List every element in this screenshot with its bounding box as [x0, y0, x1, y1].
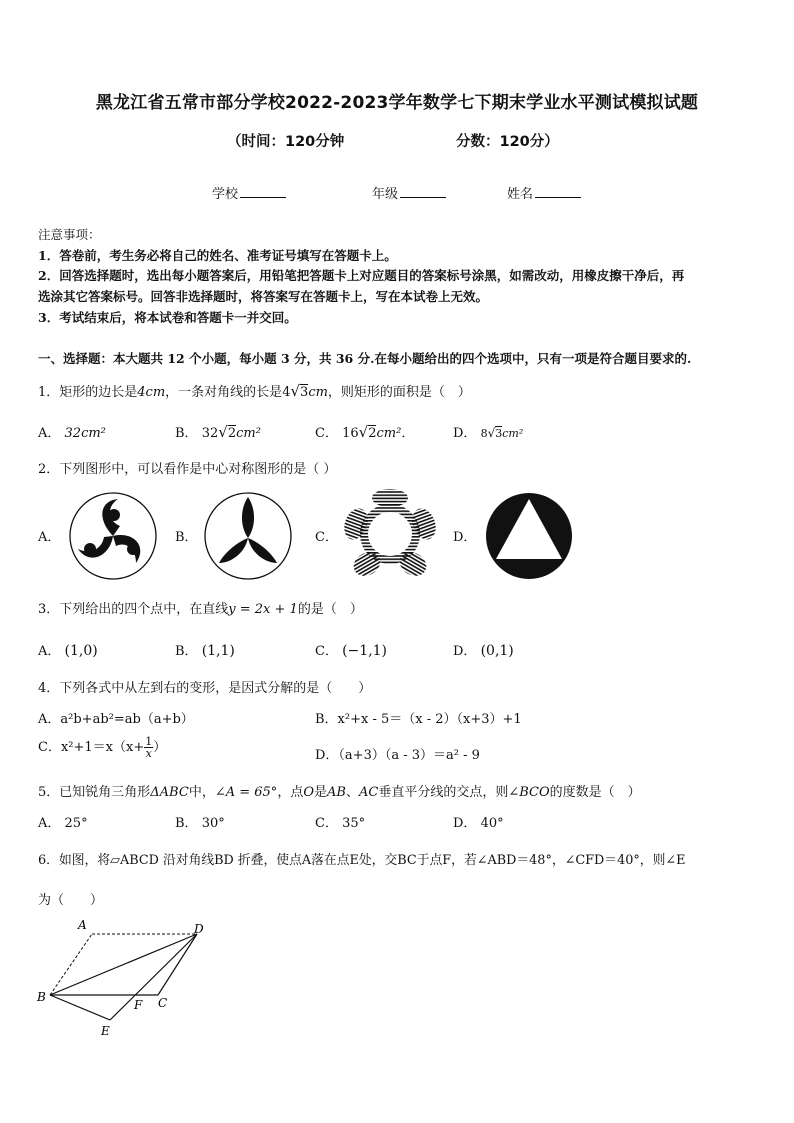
q2-option-b-label: B． [175, 530, 198, 545]
option-value: 40° [480, 816, 504, 831]
grade-field [372, 183, 446, 202]
name-blank [535, 185, 581, 198]
q2-option-d-label: D． [453, 530, 477, 545]
option-value: 8 [480, 427, 488, 440]
question-4-stem: 4．下列各式中从左到右的变形，是因式分解的是（ ） [38, 681, 372, 696]
option-value: 35° [342, 816, 366, 831]
sqrt-icon: √ [290, 382, 301, 400]
point-label-a: A [78, 918, 87, 932]
q1-diag-unit: cm [308, 385, 328, 400]
segment-be [50, 995, 110, 1020]
point-label-b: B [37, 990, 46, 1004]
notice-item-3: 3．考试结束后，将本试卷和答题卡一并交回。 [38, 310, 297, 325]
q5-text: 垂直平分线的交点，则 [378, 785, 509, 800]
option-radicand: 3 [495, 427, 503, 440]
fraction-numerator: 1 [145, 735, 153, 748]
q3-option-b[interactable] [175, 640, 235, 659]
option-letter: B． [175, 816, 198, 831]
option-value: (1,1) [201, 643, 235, 659]
q1-side-length: 4cm [137, 385, 166, 400]
notice-item-2-cont: 选涂其它答案标号。回答非选择题时，将答案写在答题卡上，写在本试卷上无效。 [38, 289, 489, 304]
option-text-end: ） [153, 740, 167, 755]
grade-blank [400, 185, 446, 198]
q1-diag-radicand: 3 [300, 385, 309, 400]
exam-time: （时间：120分钟 [227, 134, 345, 150]
q5-option-b[interactable] [175, 812, 225, 831]
option-value: (1,0) [64, 643, 98, 659]
fraction-denominator: x [145, 747, 152, 760]
q5-text: 5．已知锐角三角形 [38, 785, 151, 800]
q2-option-a-figure[interactable] [68, 491, 158, 581]
option-value: (0,1) [480, 643, 514, 659]
option-value: 32 [201, 426, 219, 441]
question-6-stem-cont: 为（ ） [38, 893, 104, 908]
q5-segment-ac: AC [358, 785, 379, 800]
option-letter: A． [38, 426, 61, 441]
option-letter: C． [315, 426, 338, 441]
q1-diag-coef: 4 [282, 385, 291, 400]
option-letter: B． [175, 426, 198, 441]
notice-item-2: 2．回答选择题时，选出每小题答案后，用铅笔把答题卡上对应题目的答案标号涂黑，如需改动，用橡皮擦干净后，再 [38, 268, 685, 283]
option-letter: C． [315, 644, 338, 659]
q4-option-c[interactable] [38, 736, 166, 759]
q2-option-d-figure[interactable] [484, 491, 574, 581]
exam-title: 黑龙江省五常市部分学校2022-2023学年数学七下期末学业水平测试模拟试题 [95, 93, 699, 113]
q5-angle-bco: ∠BCO [508, 785, 550, 800]
q5-option-a[interactable] [38, 812, 88, 831]
q2-option-c-label: C． [315, 530, 338, 545]
option-letter: A． [38, 644, 61, 659]
option-radicand: 2 [227, 426, 237, 441]
q1-option-b[interactable] [175, 422, 261, 441]
grade-label: 年级 [372, 187, 399, 202]
q4-option-a[interactable]: A．a²b+ab²=ab（a+b） [38, 712, 194, 727]
option-letter: D． [453, 644, 477, 659]
q5-text: 的度数是（ ） [549, 785, 641, 800]
section-heading: 一、选择题：本大题共 12 个小题，每小题 3 分，共 36 分.在每小题给出的四个选项中，只有一项是符合题目要求的. [38, 351, 692, 366]
option-text: C．x²+1＝x（x+ [38, 740, 145, 755]
q2-option-b-figure[interactable] [203, 491, 293, 581]
name-label: 姓名 [507, 187, 534, 202]
sqrt-icon: √ [358, 423, 369, 441]
option-value: (−1,1) [342, 643, 388, 659]
q4-option-d[interactable]: D．（a+3）（a - 3）＝a² - 9 [315, 748, 480, 763]
school-label: 学校 [212, 187, 239, 202]
option-letter: D． [453, 816, 477, 831]
q3-option-d[interactable] [453, 640, 514, 659]
q1-text-mid: ，一条对角线的长是 [165, 385, 283, 400]
question-2-stem: 2．下列图形中，可以看作是中心对称图形的是（ ） [38, 462, 337, 477]
question-3-stem [38, 598, 363, 617]
name-field [507, 183, 581, 202]
q3-option-c[interactable] [315, 640, 387, 659]
q5-angle: ∠A = 65° [214, 785, 278, 800]
q1-text-post: ，则矩形的面积是（ ） [327, 385, 471, 400]
option-letter: D． [453, 426, 477, 441]
point-label-e: E [101, 1024, 110, 1038]
q5-option-c[interactable] [315, 812, 365, 831]
q1-text-pre: 1．矩形的边长是 [38, 385, 138, 400]
q2-option-c-figure[interactable] [342, 488, 438, 578]
option-letter: B． [175, 644, 198, 659]
q5-text: 、 [345, 785, 359, 800]
option-value: 32cm² [64, 426, 106, 441]
sqrt-icon: √ [218, 423, 228, 441]
option-value: 25° [64, 816, 88, 831]
q1-option-a[interactable] [38, 422, 106, 441]
fraction [144, 736, 153, 759]
segment-cd [158, 934, 197, 995]
option-end: ． [401, 426, 415, 441]
option-letter: C． [315, 816, 338, 831]
q4-option-b[interactable]: B．x²+x - 5＝（x - 2）（x+3）+1 [315, 712, 522, 727]
point-label-f: F [134, 998, 143, 1012]
point-label-d: D [194, 922, 204, 936]
q5-text: ，点 [277, 785, 304, 800]
school-field [212, 183, 286, 202]
question-6-stem: 6．如图，将▱ABCD 沿对角线BD 折叠，使点A落在点E处，交BC于点F，若∠ABD＝48°，∠CFD＝40°，则∠E [38, 853, 686, 868]
option-unit: cm² [376, 426, 402, 441]
q5-segment-ab: AB [327, 785, 346, 800]
striped-flower-icon [342, 489, 438, 578]
segment-ed [110, 934, 197, 1020]
q5-option-d[interactable] [453, 812, 504, 831]
q3-text-post: 的是（ ） [297, 602, 363, 617]
q6-figure [30, 915, 220, 1045]
q1-option-d[interactable] [453, 422, 523, 441]
school-blank [240, 185, 286, 198]
point-label-c: C [158, 996, 168, 1010]
q5-triangle: ΔABC [150, 785, 189, 800]
question-5-stem [38, 781, 641, 800]
q3-option-a[interactable] [38, 640, 98, 659]
option-unit: cm² [236, 426, 261, 441]
q5-text: 是 [314, 785, 328, 800]
q2-option-a-label: A． [38, 530, 61, 545]
q3-equation: y = 2x + 1 [228, 602, 298, 617]
option-letter: A． [38, 816, 61, 831]
q5-point: O [303, 785, 314, 800]
notice-heading: 注意事项： [38, 227, 101, 242]
question-1-stem [38, 381, 471, 400]
option-radicand: 2 [368, 426, 377, 441]
q1-option-c[interactable] [315, 422, 414, 441]
sqrt-icon: √ [487, 426, 496, 440]
option-unit: cm² [502, 427, 524, 440]
q3-text-pre: 3．下列给出的四个点中，在直线 [38, 602, 229, 617]
notice-item-1: 1．答卷前，考生务必将自己的姓名、准考证号填写在答题卡上。 [38, 248, 397, 263]
option-value: 30° [201, 816, 225, 831]
q5-text: 中， [188, 785, 215, 800]
segment-bd [50, 934, 197, 995]
exam-score: 分数：120分） [456, 134, 559, 150]
option-value: 16 [342, 426, 359, 441]
